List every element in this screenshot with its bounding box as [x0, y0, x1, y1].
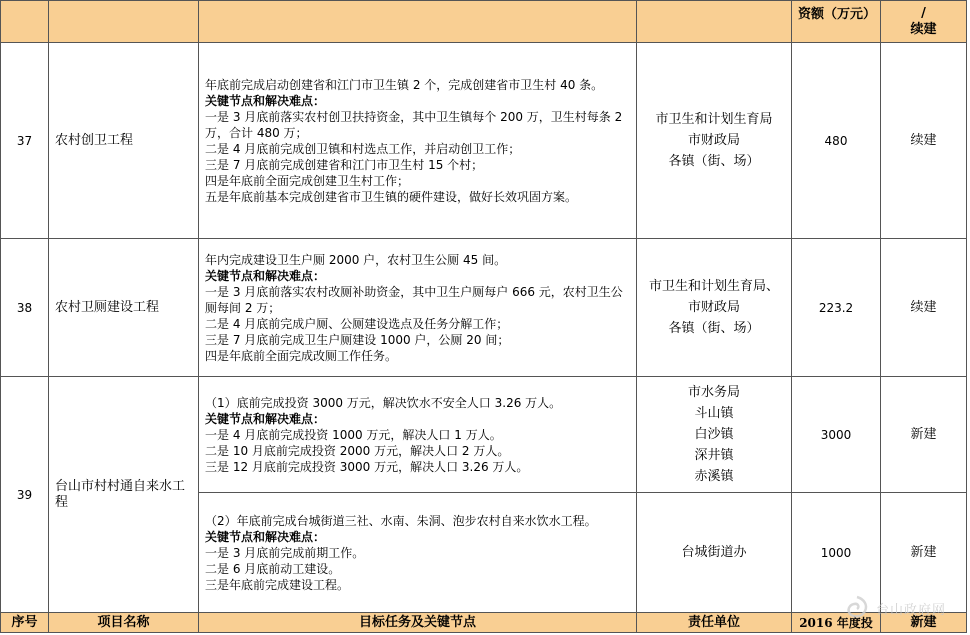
row-amount: 480	[792, 43, 881, 239]
task-line: 一是 4 月底前完成投资 1000 万元，解决人口 1 万人。	[205, 427, 502, 442]
task-line: 三是 7 月底前完成创建省和江门市卫生村 15 个村；	[205, 157, 484, 172]
row-unit-cell	[637, 43, 792, 239]
site-watermark	[844, 595, 964, 625]
footer-status-label: 新建	[881, 613, 967, 633]
table-row	[1, 43, 967, 239]
row-unit-cell	[637, 239, 792, 377]
task-line: （1）底前完成投资 3000 万元，解决饮水不安全人口 3.26 万人。	[205, 395, 562, 410]
row-amount: 223.2	[792, 239, 881, 377]
task-key-heading: 关键节点和解决难点：	[205, 268, 326, 283]
footer-header-row	[1, 613, 967, 633]
row-amount: 1000	[792, 493, 881, 613]
task-line: 五是年底前基本完成创建省市卫生镇的硬件建设，做好长效巩固方案。	[205, 189, 578, 204]
task-line: 二是 10 月底前完成投资 2000 万元，解决人口 2 万人。	[205, 443, 510, 458]
header-cell-amount	[792, 1, 881, 43]
task-line: 三是 12 月底前完成投资 3000 万元，解决人口 3.26 万人。	[205, 459, 529, 474]
task-line: 年底前完成启动创建省和江门市卫生镇 2 个，完成创建省市卫生村 40 条。	[205, 77, 604, 92]
row-seq: 39	[1, 377, 49, 613]
header-cell-name	[49, 1, 199, 43]
unit-name: 各镇（街、场）	[668, 154, 760, 169]
row-project-name: 农村创卫工程	[49, 43, 199, 239]
top-header-row	[1, 1, 967, 43]
row-amount: 3000	[792, 377, 881, 493]
task-line: 四是年底前全面完成改厕工作任务。	[205, 348, 398, 363]
row-status: 续建	[881, 43, 967, 239]
task-key-heading: 关键节点和解决难点：	[205, 411, 326, 426]
task-line: 年内完成建设卫生户厕 2000 户，农村卫生公厕 45 间。	[205, 252, 507, 267]
task-line: 三是 7 月底前完成卫生户厕建设 1000 户，公厕 20 间；	[205, 332, 510, 347]
task-line: 一是 3 月底前完成前期工作。	[205, 545, 365, 560]
row-unit-cell	[637, 493, 792, 613]
unit-name: 市财政局	[687, 300, 740, 315]
header-cell-unit	[637, 1, 792, 43]
footer-amount-label: 2016 年度投	[792, 613, 881, 633]
task-line: 二是 4 月底前完成创卫镇和村选点工作，并启动创卫工作；	[205, 141, 521, 156]
row-task-cell	[199, 377, 637, 493]
swirl-logo-icon	[844, 595, 870, 621]
row-seq: 37	[1, 43, 49, 239]
header-amount-label: 资额（万元）	[798, 7, 877, 22]
task-line: 二是 4 月底前完成户厕、公厕建设选点及任务分解工作；	[205, 316, 509, 331]
task-line: 二是 6 月底前动工建设。	[205, 561, 341, 576]
unit-name: 赤溪镇	[694, 469, 734, 484]
unit-name: 深井镇	[694, 448, 734, 463]
unit-name: 斗山镇	[694, 406, 734, 421]
table-row	[1, 377, 967, 493]
row-status: 新建	[881, 493, 967, 613]
task-line: （2）年底前完成台城街道三社、水南、朱洞、泡步农村自来水饮水工程。	[205, 513, 597, 528]
row-project-name: 农村卫厕建设工程	[49, 239, 199, 377]
row-unit-cell	[637, 377, 792, 493]
task-key-heading: 关键节点和解决难点：	[205, 529, 326, 544]
header-cell-task	[199, 1, 637, 43]
unit-name: 市卫生和计划生育局、	[648, 279, 779, 294]
row-status: 续建	[881, 239, 967, 377]
task-key-heading: 关键节点和解决难点：	[205, 93, 326, 108]
task-line: 三是年底前完成建设工程。	[205, 577, 350, 592]
unit-name: 各镇（街、场）	[668, 321, 760, 336]
unit-name: 市财政局	[687, 133, 740, 148]
unit-name: 台城街道办	[681, 545, 747, 560]
footer-unit-label: 责任单位	[637, 613, 792, 633]
footer-seq-label: 序号	[1, 613, 49, 633]
row-seq: 38	[1, 239, 49, 377]
task-line: 一是 3 月底前落实农村创卫扶持资金，其中卫生镇每个 200 万，卫生村每条 2 万，合计 480 万；	[205, 109, 623, 140]
footer-name-label: 项目名称	[49, 613, 199, 633]
row-project-name: 台山市村村通自来水工程	[49, 377, 199, 613]
unit-name: 白沙镇	[694, 427, 734, 442]
header-cell-status	[881, 1, 967, 43]
row-task-cell	[199, 43, 637, 239]
header-status-label: 续建	[910, 21, 937, 37]
row-task-cell	[199, 239, 637, 377]
watermark-text: 台山政府网	[876, 603, 947, 618]
header-status-slash: /	[921, 5, 926, 21]
unit-name: 市水务局	[687, 385, 740, 400]
unit-name: 市卫生和计划生育局	[655, 112, 773, 127]
row-task-cell	[199, 493, 637, 613]
table-row	[1, 239, 967, 377]
task-line: 一是 3 月底前落实农村改厕补助资金，其中卫生户厕每户 666 元，农村卫生公厕每间 2 万；	[205, 284, 623, 315]
task-line: 四是年底前全面完成创建卫生村工作；	[205, 173, 410, 188]
row-status: 新建	[881, 377, 967, 493]
footer-task-label: 目标任务及关键节点	[199, 613, 637, 633]
header-cell-seq	[1, 1, 49, 43]
